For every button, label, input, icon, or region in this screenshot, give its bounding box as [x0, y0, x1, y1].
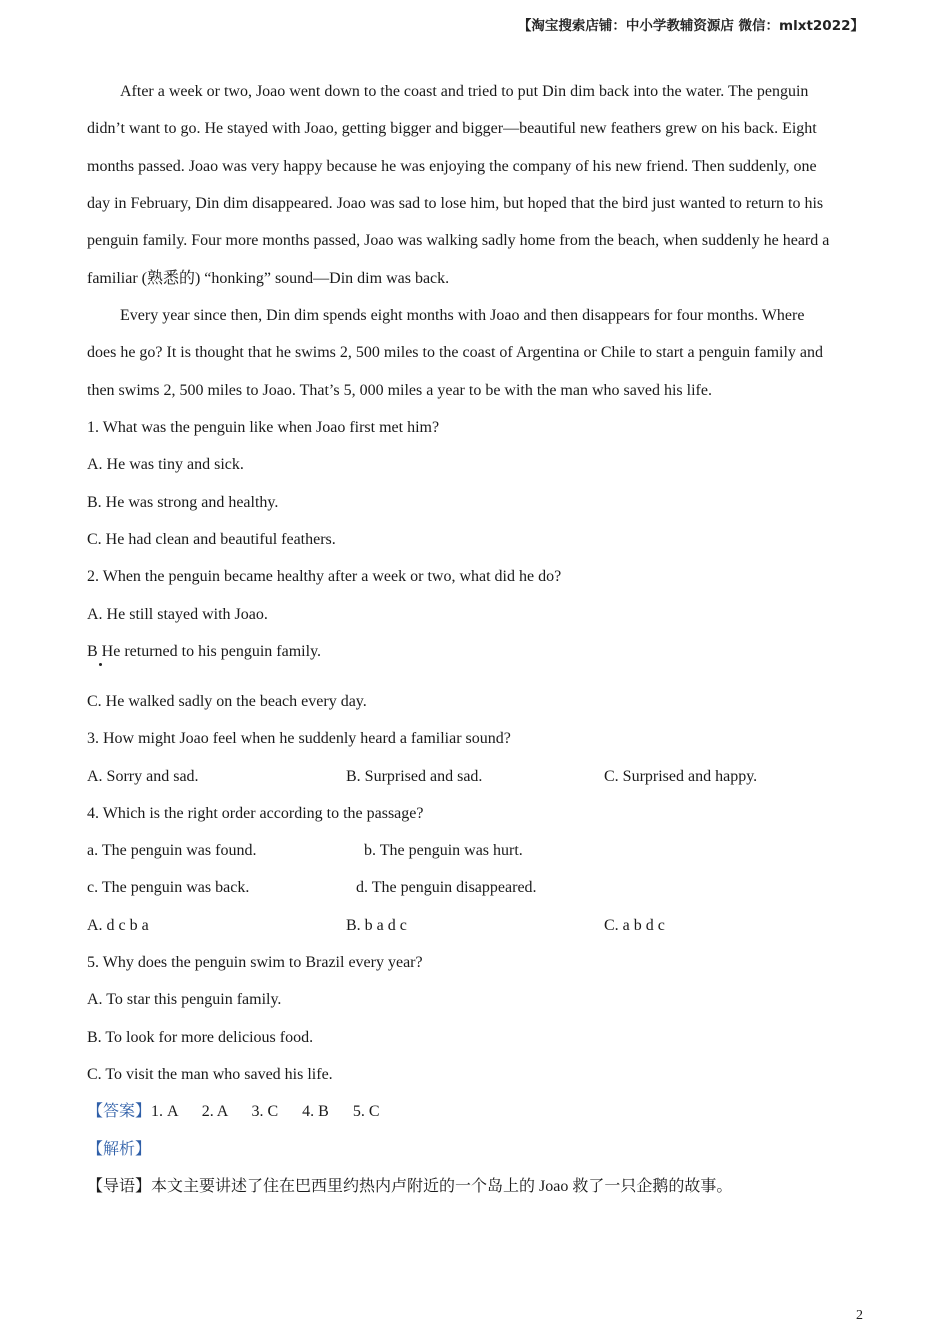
- question-5-option-b: B. To look for more delicious food.: [87, 1029, 314, 1046]
- question-4-item-c: c. The penguin was back.: [87, 879, 250, 896]
- passage-p1-line-1: After a week or two, Joao went down to the coast and tried to put Din dim back into the water. The penguin: [120, 83, 809, 100]
- passage-p2-line-3: then swims 2, 500 miles to Joao. That’s 5, 000 miles a year to be with the man who saved his life.: [87, 382, 712, 399]
- guide-text: 本文主要讲述了住在巴西里约热内卢附近的一个岛上的 Joao 救了一只企鹅的故事。: [151, 1178, 733, 1195]
- passage-p2-line-1: Every year since then, Din dim spends eight months with Joao and then disappears for four months. Where: [120, 307, 805, 324]
- question-3-option-c: C. Surprised and happy.: [604, 768, 758, 785]
- question-4-item-a: a. The penguin was found.: [87, 842, 257, 859]
- answer-label: 【答案】: [87, 1103, 152, 1120]
- passage-p1-line-4: day in February, Din dim disappeared. Joao was sad to lose him, but hoped that the bird just wanted to return to his: [87, 195, 824, 212]
- question-2-option-b: B He returned to his penguin family.: [87, 643, 322, 660]
- question-2-stem: 2. When the penguin became healthy after a week or two, what did he do?: [87, 568, 562, 585]
- analysis-label: 【解析】: [87, 1141, 152, 1158]
- question-4-stem: 4. Which is the right order according to the passage?: [87, 805, 424, 822]
- answer-line: [87, 1102, 380, 1122]
- question-4-option-b: B. b a d c: [346, 917, 407, 934]
- passage-p2-line-2: does he go? It is thought that he swims 2, 500 miles to the coast of Argentina or Chile to start a penguin family and: [87, 344, 824, 361]
- stray-dot: [99, 663, 102, 666]
- question-3-option-a: A. Sorry and sad.: [87, 768, 199, 785]
- question-4-item-b: b. The penguin was hurt.: [364, 842, 523, 859]
- question-1-stem: 1. What was the penguin like when Joao first met him?: [87, 419, 440, 436]
- question-3-stem: 3. How might Joao feel when he suddenly heard a familiar sound?: [87, 730, 511, 747]
- question-2-option-a: A. He still stayed with Joao.: [87, 606, 268, 623]
- question-4-item-d: d. The penguin disappeared.: [356, 879, 537, 896]
- question-1-option-b: B. He was strong and healthy.: [87, 494, 279, 511]
- passage-p1-line-5: penguin family. Four more months passed, Joao was walking sadly home from the beach, when suddenly he heard a: [87, 232, 830, 249]
- question-5-option-c: C. To visit the man who saved his life.: [87, 1066, 333, 1083]
- question-5-stem: 5. Why does the penguin swim to Brazil every year?: [87, 954, 423, 971]
- page-number: 2: [856, 1308, 863, 1323]
- passage-p1-line-2: didn’t want to go. He stayed with Joao, getting bigger and bigger—beautiful new feathers grew on his back. Eight: [87, 120, 817, 137]
- passage-p1-line-3: months passed. Joao was very happy because he was enjoying the company of his new friend. Then suddenly, one: [87, 158, 817, 175]
- answer-values: 1. A 2. A 3. C 4. B 5. C: [151, 1103, 380, 1120]
- question-4-option-c: C. a b d c: [604, 917, 665, 934]
- question-2-option-c: C. He walked sadly on the beach every day.: [87, 693, 367, 710]
- question-3-option-b: B. Surprised and sad.: [346, 768, 483, 785]
- page-header: 【淘宝搜索店铺：中小学教辅资源店 微信：mlxt2022】: [517, 18, 864, 34]
- question-4-option-a: A. d c b a: [87, 917, 149, 934]
- passage-p1-line-6: familiar (熟悉的) “honking” sound—Din dim was back.: [87, 270, 450, 287]
- guide-line: [87, 1177, 732, 1197]
- question-1-option-c: C. He had clean and beautiful feathers.: [87, 531, 336, 548]
- question-5-option-a: A. To star this penguin family.: [87, 991, 282, 1008]
- question-1-option-a: A. He was tiny and sick.: [87, 456, 244, 473]
- guide-label: 【导语】: [87, 1178, 152, 1195]
